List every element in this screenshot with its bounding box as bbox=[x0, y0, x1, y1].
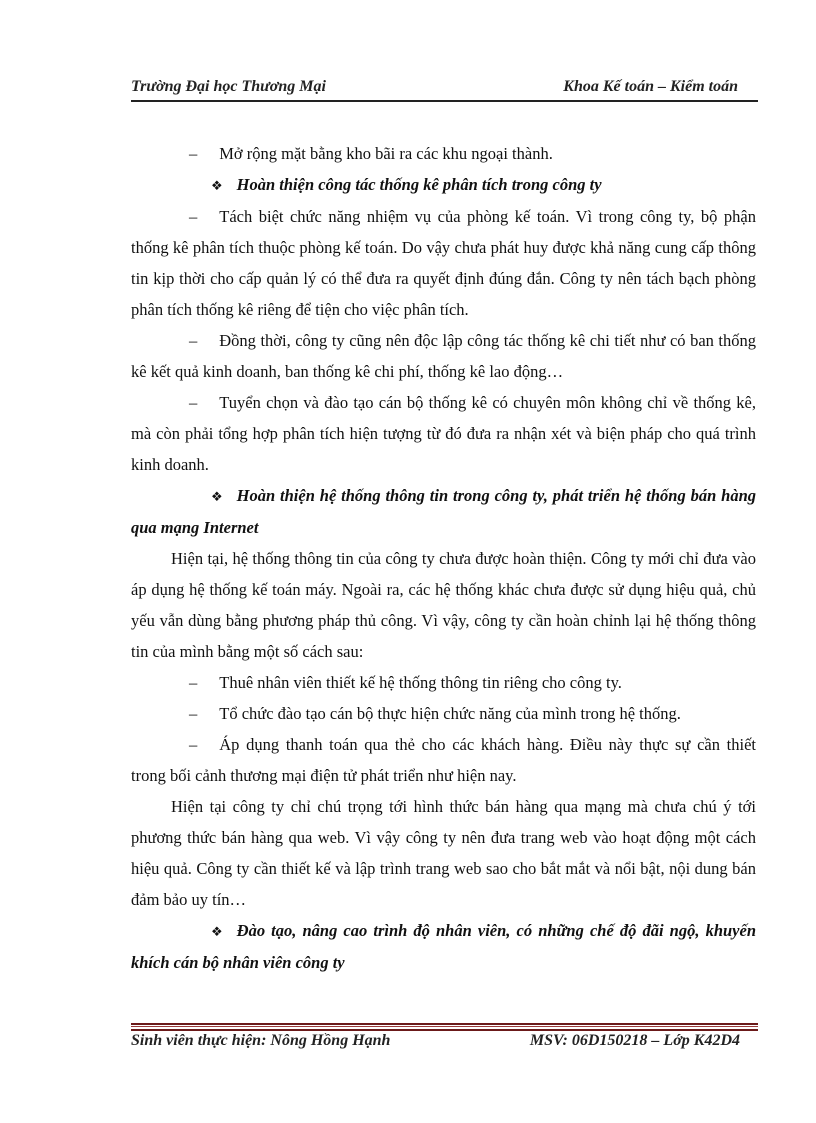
paragraph-text: Thuê nhân viên thiết kế hệ thống thông tin riêng cho công ty. bbox=[219, 673, 622, 692]
diamond-bullet-icon: ❖ bbox=[211, 924, 223, 939]
dash-paragraph bbox=[131, 387, 756, 480]
header-divider bbox=[131, 100, 758, 102]
page-header bbox=[131, 74, 758, 102]
paragraph-text: Tuyển chọn và đào tạo cán bộ thống kê có chuyên môn không chỉ về thống kê, mà còn phải tổng hợp phân tích hiện tượng từ đó đưa ra nhận xét và biện pháp cho quá trình kinh doanh. bbox=[131, 393, 756, 474]
dash-marker: – bbox=[189, 673, 198, 692]
dash-marker: – bbox=[189, 331, 198, 350]
paragraph-text: Mở rộng mặt bằng kho bãi ra các khu ngoại thành. bbox=[219, 144, 553, 163]
dash-paragraph bbox=[131, 698, 756, 729]
paragraph-text: Tách biệt chức năng nhiệm vụ của phòng kế toán. Vì trong công ty, bộ phận thống kê phân tích thuộc phòng kế toán. Do vậy chưa phát huy được khả năng cung cấp thông tin kịp thời cho cấp quản lý có thể đưa ra quyết định đúng đắn. Công ty nên tách bạch phòng phân tích thống kê riêng để tiện cho việc phân tích. bbox=[131, 207, 756, 319]
footer-student-id-class: MSV: 06D150218 – Lớp K42D4 bbox=[529, 1032, 740, 1049]
paragraph-text: Đồng thời, công ty cũng nên độc lập công tác thống kê chi tiết như có ban thống kê kết quả kinh doanh, ban thống kê chi phí, thống kê lao động… bbox=[131, 331, 756, 381]
diamond-bullet-icon: ❖ bbox=[211, 489, 223, 504]
page-footer bbox=[131, 1032, 758, 1056]
dash-marker: – bbox=[189, 207, 198, 226]
dash-marker: – bbox=[189, 144, 198, 163]
section-heading bbox=[131, 480, 756, 543]
dash-marker: – bbox=[189, 704, 198, 723]
heading-text: Đào tạo, nâng cao trình độ nhân viên, có những chế độ đãi ngộ, khuyến khích cán bộ nhân viên công ty bbox=[131, 921, 756, 972]
dash-marker: – bbox=[189, 735, 198, 754]
body-paragraph: Hiện tại công ty chỉ chú trọng tới hình thức bán hàng qua mạng mà chưa chú ý tới phương thức bán hàng qua web. Vì vậy công ty nên đưa trang web vào hoạt động một cách hiệu quả. Công ty cần thiết kế và lập trình trang web sao cho bắt mắt và nổi bật, nội dung bán đảm bảo uy tín… bbox=[131, 797, 756, 909]
heading-text: Hoàn thiện công tác thống kê phân tích trong công ty bbox=[236, 175, 602, 194]
document-body bbox=[131, 138, 756, 978]
paragraph-text: Tổ chức đào tạo cán bộ thực hiện chức năng của mình trong hệ thống. bbox=[219, 704, 681, 723]
header-school-name: Trường Đại học Thương Mại bbox=[131, 78, 326, 95]
section-heading bbox=[131, 915, 756, 978]
dash-paragraph bbox=[131, 138, 756, 169]
section-heading bbox=[131, 169, 756, 201]
footer-divider bbox=[131, 1023, 758, 1031]
heading-text: Hoàn thiện hệ thống thông tin trong công ty, phát triển hệ thống bán hàng qua mạng Internet bbox=[131, 486, 756, 537]
dash-paragraph bbox=[131, 667, 756, 698]
dash-paragraph bbox=[131, 325, 756, 387]
paragraph-text: Áp dụng thanh toán qua thẻ cho các khách hàng. Điều này thực sự cần thiết trong bối cảnh thương mại điện tử phát triển như hiện nay. bbox=[131, 735, 756, 785]
footer-student-name: Sinh viên thực hiện: Nông Hồng Hạnh bbox=[131, 1032, 391, 1049]
header-faculty-name: Khoa Kế toán – Kiểm toán bbox=[563, 78, 738, 95]
dash-paragraph bbox=[131, 729, 756, 791]
dash-marker: – bbox=[189, 393, 198, 412]
body-paragraph: Hiện tại, hệ thống thông tin của công ty chưa được hoàn thiện. Công ty mới chỉ đưa vào áp dụng hệ thống kế toán máy. Ngoài ra, các hệ thống khác chưa được sử dụng hiệu quả, chủ yếu vẫn dùng bằng phương pháp thủ công. Vì vậy, công ty cần hoàn chỉnh lại hệ thống thông tin của mình bằng một số cách sau: bbox=[131, 549, 756, 661]
dash-paragraph bbox=[131, 201, 756, 325]
diamond-bullet-icon: ❖ bbox=[211, 178, 223, 193]
